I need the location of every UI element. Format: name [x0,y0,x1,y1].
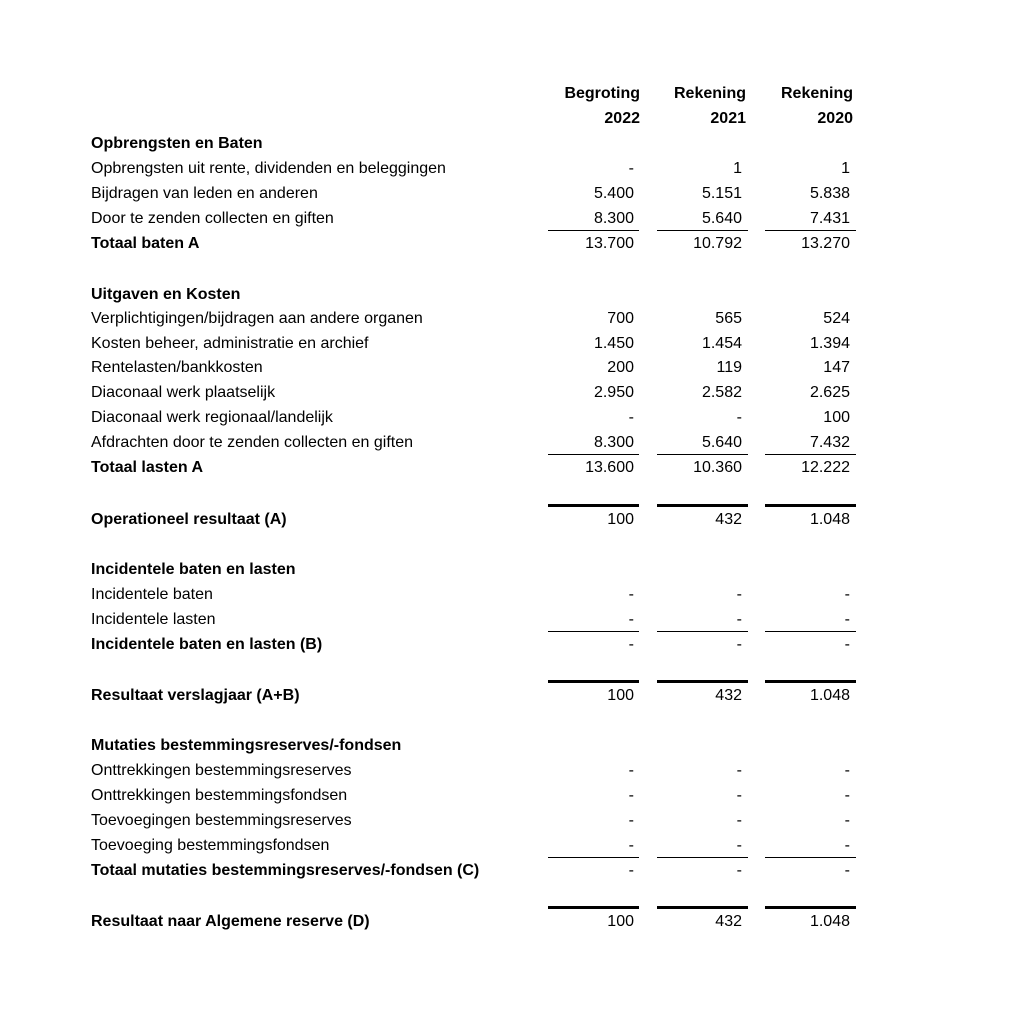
value-2020: 7.432 [809,434,850,451]
section-uitgaven-en-kosten [0,282,1024,307]
value-2021: - [736,762,742,779]
row-opbrengsten-rente [0,156,1024,181]
value-2020: 147 [823,359,850,376]
value-2020: - [844,636,850,653]
value-2022: - [628,160,634,177]
row-resultaat-algemene-reserve [0,909,1024,934]
row-bijdragen-leden [0,181,1024,206]
row-totaal-baten-a [0,231,1024,256]
value-2022: 8.300 [593,434,634,451]
value-2021: 5.640 [701,210,742,227]
row-label: Onttrekkingen bestemmingsfondsen [91,787,348,804]
row-label: Afdrachten door te zenden collecten en giften [91,434,413,451]
value-2021: 2.582 [701,384,742,401]
value-2021: 1.454 [701,335,742,352]
row-label: Door te zenden collecten en giften [91,210,334,227]
row-label: Toevoegingen bestemmingsreserves [91,812,352,829]
col-header-year-2021: 2021 [710,110,746,127]
row-label: Opbrengsten uit rente, dividenden en beleggingen [91,160,446,177]
value-2020: 524 [823,310,850,327]
row-door-te-zenden-collecten [0,206,1024,231]
total-rule-2022 [548,906,639,909]
value-2021: - [736,862,742,879]
row-incidentele-totaal-b [0,632,1024,657]
value-2021: 5.640 [701,434,742,451]
row-label: Mutaties bestemmingsreserves/-fondsen [91,737,402,754]
row-onttrekkingen-reserves [0,758,1024,783]
col-header-year-2022: 2022 [604,110,640,127]
value-2021: 432 [715,511,742,528]
value-2022: 1.450 [593,335,634,352]
value-2021: - [736,837,742,854]
value-2020: 13.270 [801,235,850,252]
value-2022: - [628,611,634,628]
section-opbrengsten-en-baten [0,131,1024,156]
row-diaconaal-regionaal [0,405,1024,430]
total-rule-2020 [765,504,856,507]
row-label: Rentelasten/bankkosten [91,359,263,376]
col-header-type-2022: Begroting [564,85,640,102]
section-mutaties [0,733,1024,758]
value-2021: - [736,611,742,628]
value-2022: - [628,862,634,879]
row-resultaat-verslagjaar [0,683,1024,708]
row-label: Uitgaven en Kosten [91,286,241,303]
row-totaal-mutaties-c [0,858,1024,883]
row-label: Incidentele baten [91,586,213,603]
row-label: Incidentele baten en lasten [91,561,296,578]
row-label: Resultaat naar Algemene reserve (D) [91,913,370,930]
row-label: Kosten beheer, administratie en archief [91,335,369,352]
value-2022: - [628,762,634,779]
value-2020: 1.048 [809,913,850,930]
value-2022: - [628,812,634,829]
value-2020: 7.431 [809,210,850,227]
value-2021: 432 [715,687,742,704]
row-label: Resultaat verslagjaar (A+B) [91,687,300,704]
value-2021: - [736,586,742,603]
total-rule-2022 [548,504,639,507]
row-label: Totaal mutaties bestemmingsreserves/-fondsen (C) [91,862,480,879]
col-header-type-2020: Rekening [780,85,853,102]
value-2022: 8.300 [593,210,634,227]
value-2022: 100 [607,913,634,930]
row-label: Totaal lasten A [91,459,204,476]
value-2022: 200 [607,359,634,376]
row-rentelasten [0,355,1024,380]
row-label: Totaal baten A [91,235,200,252]
row-toevoeging-fondsen [0,833,1024,858]
value-2021: - [736,636,742,653]
value-2020: - [844,586,850,603]
section-incidentele-baten-lasten [0,557,1024,582]
row-operationeel-resultaat [0,507,1024,532]
value-2020: 1.048 [809,511,850,528]
value-2022: 5.400 [593,185,634,202]
row-label: Operationeel resultaat (A) [91,511,287,528]
row-label: Bijdragen van leden en anderen [91,185,318,202]
value-2020: 2.625 [809,384,850,401]
value-2022: 100 [607,687,634,704]
row-verplichtingen [0,306,1024,331]
row-label: Incidentele baten en lasten (B) [91,636,323,653]
value-2020: - [844,812,850,829]
value-2022: 700 [607,310,634,327]
value-2022: 100 [607,511,634,528]
value-2021: 432 [715,913,742,930]
row-toevoegingen-reserves [0,808,1024,833]
value-2020: 1.394 [809,335,850,352]
value-2020: 100 [823,409,850,426]
total-rule-2021 [657,906,748,909]
value-2022: 2.950 [593,384,634,401]
row-onttrekkingen-fondsen [0,783,1024,808]
row-incidentele-lasten [0,607,1024,632]
value-2022: - [628,586,634,603]
value-2022: - [628,636,634,653]
value-2020: 1 [841,160,850,177]
col-header-year-2020: 2020 [817,110,853,127]
row-label: Incidentele lasten [91,611,216,628]
total-rule-2022 [548,680,639,683]
total-rule-2021 [657,680,748,683]
value-2020: - [844,787,850,804]
value-2021: - [736,409,742,426]
row-label: Diaconaal werk plaatselijk [91,384,276,401]
value-2022: - [628,837,634,854]
row-kosten-beheer [0,331,1024,356]
value-2020: - [844,611,850,628]
value-2021: 10.360 [693,459,742,476]
header-type-row [0,81,1024,106]
value-2022: - [628,409,634,426]
value-2022: 13.700 [585,235,634,252]
value-2021: 119 [716,359,742,376]
row-diaconaal-plaatselijk [0,380,1024,405]
header-year-row [0,106,1024,131]
value-2021: - [736,812,742,829]
row-label: Onttrekkingen bestemmingsreserves [91,762,352,779]
value-2020: - [844,837,850,854]
value-2021: 10.792 [693,235,742,252]
total-rule-2020 [765,906,856,909]
row-label: Opbrengsten en Baten [91,135,263,152]
value-2020: - [844,862,850,879]
row-label: Toevoeging bestemmingsfondsen [91,837,330,854]
value-2020: - [844,762,850,779]
value-2020: 12.222 [801,459,850,476]
row-label: Diaconaal werk regionaal/landelijk [91,409,333,426]
row-afdrachten [0,430,1024,455]
row-totaal-lasten-a [0,455,1024,480]
row-incidentele-baten [0,582,1024,607]
value-2020: 5.838 [809,185,850,202]
row-label: Verplichtigingen/bijdragen aan andere organen [91,310,423,327]
value-2021: 1 [733,160,742,177]
value-2022: 13.600 [585,459,634,476]
col-header-type-2021: Rekening [673,85,746,102]
value-2021: 5.151 [701,185,742,202]
value-2021: - [736,787,742,804]
value-2022: - [628,787,634,804]
value-2020: 1.048 [809,687,850,704]
value-2021: 565 [715,310,742,327]
total-rule-2021 [657,504,748,507]
total-rule-2020 [765,680,856,683]
